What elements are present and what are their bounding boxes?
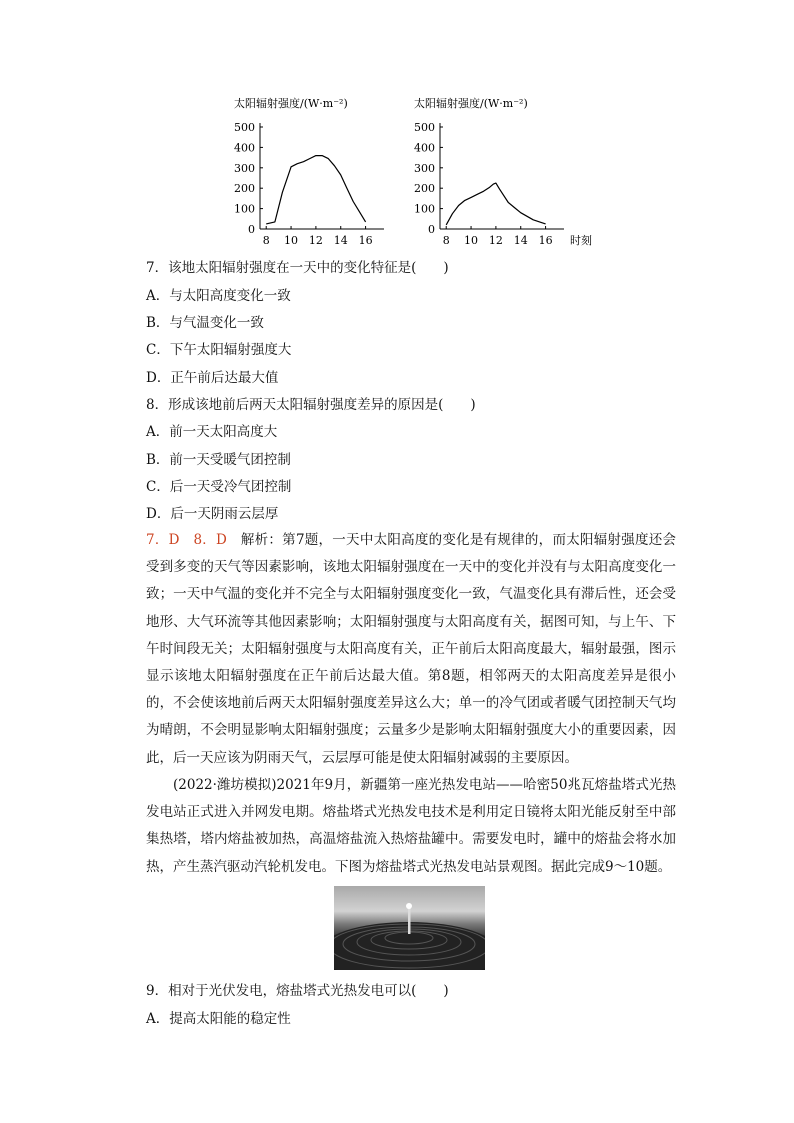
x-axis-title: 时刻 [570, 234, 592, 247]
y-tick-label: 400 [414, 141, 435, 155]
y-axis-title: 太阳辐射强度/(W·m⁻²) [234, 97, 348, 110]
x-tick-label: 10 [464, 234, 479, 247]
y-tick-label: 0 [248, 223, 255, 236]
y-tick-label: 200 [414, 182, 435, 196]
x-tick-label: 16 [358, 234, 373, 247]
series-line [266, 156, 365, 224]
y-tick-label: 300 [414, 161, 435, 175]
question-8-option-b: B．前一天受暖气团控制 [146, 452, 291, 468]
y-tick-label: 300 [234, 161, 255, 175]
question-8-option-d: D．后一天阴雨云层厚 [146, 506, 279, 522]
x-tick-label: 10 [284, 234, 299, 247]
y-tick-label: 500 [234, 121, 255, 134]
answer-explanation [146, 527, 676, 772]
y-tick-label: 100 [234, 202, 255, 216]
y-tick-label: 400 [234, 141, 255, 155]
question-8-option-a: A．前一天太阳高度大 [146, 424, 278, 440]
x-tick-label: 12 [308, 234, 323, 247]
radiation-chart-day2 [402, 92, 592, 247]
x-tick-label: 14 [513, 234, 528, 247]
x-tick-label: 14 [333, 234, 348, 247]
question-9-option-a: A．提高太阳能的稳定性 [146, 1011, 291, 1027]
x-tick-label: 8 [262, 234, 270, 247]
x-tick-label: 12 [488, 234, 503, 247]
x-tick-label: 16 [538, 234, 553, 247]
radiation-chart-day1 [222, 92, 392, 247]
solar-thermal-plant-photo [334, 886, 485, 970]
answer-key: 7．D 8．D [146, 532, 241, 548]
question-7-option-a: A．与太阳高度变化一致 [146, 288, 291, 304]
y-tick-label: 100 [414, 202, 435, 216]
explanation-text: 解析：第7题，一天中太阳高度的变化是有规律的，而太阳辐射强度还会受到多变的天气等因素影响，该地太阳辐射强度在一天中的变化并没有与太阳高度变化一致；一天中气温的变化并不完全与太阳辐射强度变化一致，气温变化具有滞后性，还会受地形、大气环流等其他因素影响；太阳辐射强度与太阳高度有关，据图可知，与上午、下午时间段无关；太阳辐射强度与太阳高度有关，正午前后太阳高度最大，辐射最强，图示显示该地太阳辐射强度在正午前后达最大值。第8题，相邻两天的太阳高度差异是很小的，不会使该地前后两天太阳辐射强度差异这么大；单一的冷气团或者暖气团控制天气均为晴朗，不会明显影响太阳辐射强度；云量多少是影响太阳辐射强度大小的重要因素，因此，后一天应该为阴雨天气，云层厚可能是使太阳辐射减弱的主要原因。 [146, 532, 677, 766]
question-8: 8．形成该地前后两天太阳辐射强度差异的原因是( ) [146, 397, 476, 413]
question-7-option-b: B．与气温变化一致 [146, 315, 264, 331]
series-line [446, 183, 545, 225]
x-tick-label: 8 [442, 234, 450, 247]
question-9: 9．相对于光伏发电，熔盐塔式光热发电可以( ) [146, 983, 449, 999]
question-7-option-d: D．正午前后达最大值 [146, 370, 279, 386]
question-7-option-c: C．下午太阳辐射强度大 [146, 342, 292, 358]
y-axis-title: 太阳辐射强度/(W·m⁻²) [414, 97, 528, 110]
y-tick-label: 500 [414, 121, 435, 134]
question-7: 7．该地太阳辐射强度在一天中的变化特征是( ) [146, 260, 449, 276]
y-tick-label: 0 [428, 223, 435, 236]
question-8-option-c: C．后一天受冷气团控制 [146, 479, 292, 495]
intro-paragraph: (2022·潍坊模拟)2021年9月，新疆第一座光热发电站——哈密50兆瓦熔盐塔式光热发电站正式进入并网发电期。熔盐塔式光热发电技术是利用定日镜将太阳光能反射至中部集热塔，塔内熔盐被加热，高温熔盐流入热熔盐罐中。需要发电时，罐中的熔盐会将水加热，产生蒸汽驱动汽轮机发电。下图为熔盐塔式光热发电站景观图。据此完成9～10题。 [146, 777, 676, 875]
y-tick-label: 200 [234, 182, 255, 196]
